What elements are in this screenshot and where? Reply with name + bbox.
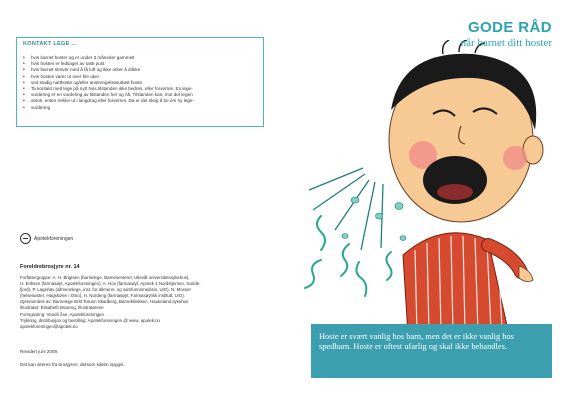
contact-list xyxy=(23,55,257,111)
logo-icon xyxy=(20,233,31,244)
caption-text: Hoste er svært vanlig hos barn, men det er ikke vanlig hos spedbarn. Hoste er oftest ufarlig og skal ikke behandles. xyxy=(319,332,514,351)
list-item: • hvis hosten varer ut over fire uker xyxy=(23,74,257,80)
list-item-cont: • vurdering xyxy=(23,105,257,111)
contact-title: KONTAKT LEGE ... xyxy=(23,41,77,47)
list-item: • ved stadig natthoste og/eller anstrengelsesutløst hoste xyxy=(23,80,257,86)
droplets xyxy=(342,197,406,241)
list-item: • Ta kontakt med lege på nytt hvis tilstanden ikke bedres, eller forverres. En lege- xyxy=(23,86,257,92)
credit-line: Gjennomlest av: Barnelege Britt Torunn Skadberg, Barneklinikken, Haukeland sykehus xyxy=(20,299,189,305)
brochure-number: Foreldrebrosjyre nr. 14 xyxy=(20,264,80,270)
list-item-cont: • antok, enten trekke ut i langdrag eller forverres. Da er det riktig å be om ny lege- xyxy=(23,98,257,104)
citation-note: Det kan siteres fra brosjyren, dersom kilden oppgis. xyxy=(20,362,125,367)
credit-line: Formgivning: Vendil Åse, Apotekforeningen xyxy=(20,311,104,317)
cough-squiggles xyxy=(305,216,392,296)
coughing-child-illustration xyxy=(283,40,566,345)
credit-line: Trykking, distribusjon og bestilling: Apotekforeningen @ www. apotek.no xyxy=(20,317,160,323)
list-item: • hvis barnet hoster og er under 3 måneder gammelt xyxy=(23,55,257,61)
credits-block xyxy=(20,275,270,330)
page-subtitle: når barnet ditt hoster xyxy=(460,37,552,49)
logo-text: Apotekforeningen xyxy=(34,235,74,242)
credit-line: U. Eriksen (farmasøyt, Apotekforeningen), A. Hov (farmasøyt, Apotek 1 Nordstjernen, Sande- xyxy=(20,281,201,287)
revised-date: Revidert juni 2009. xyxy=(20,349,59,354)
page-title: GODE RÅD xyxy=(467,19,552,36)
right-panel xyxy=(283,0,566,400)
contact-doctor-box xyxy=(16,37,264,127)
child-head xyxy=(389,40,543,222)
apotekforeningen-logo xyxy=(20,233,73,244)
credit-line: fjord), P. Lagerløv (allmennlege, inst. for allmenn- og samfunnsmedisin, UiO), N. Mosser xyxy=(20,287,191,293)
list-item-cont: • vurdering er en vurdering av tilstanden her og nå. Tilstanden kan, mot det legen xyxy=(23,92,257,98)
credit-line: Forfattergruppe: A. H. Brigtsen (barnelege, Barnesenteret, Ullevål universitetssykehus), xyxy=(20,275,190,280)
credit-line: Illustratør: Elisabeth Moseng, Illustratørene xyxy=(20,305,104,311)
credit-line: apotekforeningen@apotek.no xyxy=(20,323,78,329)
credit-line: (helsesøster, Høgskolen i Oslo), H. Nordeng (farmasøyt, Farmasøytisk institutt, UiO). xyxy=(20,293,185,299)
list-item: • hvis hosten er ledsaget av rask pust xyxy=(23,61,257,67)
list-item: • hvis barnet strever med å få luft og ikke orker å drikke xyxy=(23,67,257,73)
info-caption-box xyxy=(311,324,552,378)
